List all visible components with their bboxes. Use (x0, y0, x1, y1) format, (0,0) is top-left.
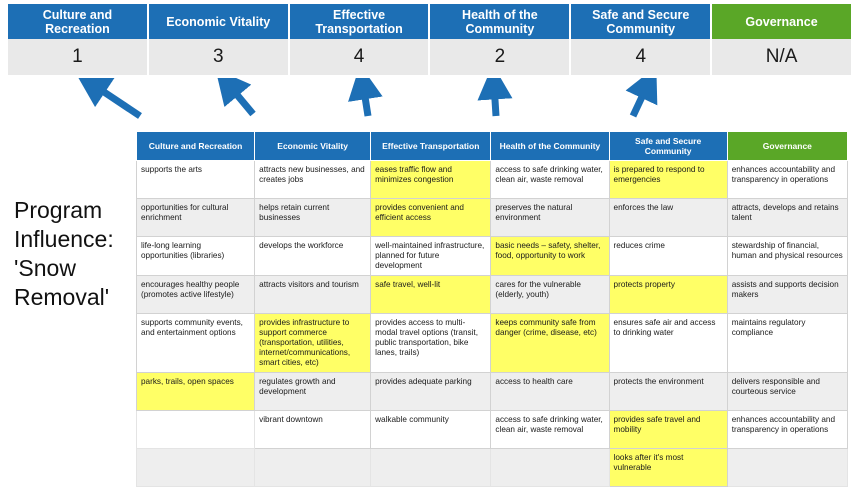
matrix-cell: supports community events, and entertainment options (137, 314, 255, 373)
program-influence-line-4: Removal' (14, 284, 110, 310)
matrix-cell: access to safe drinking water, clean air, waste removal (491, 161, 609, 199)
matrix-cell: encourages healthy people (promotes active lifestyle) (137, 276, 255, 314)
matrix-cell: parks, trails, open spaces (137, 373, 255, 411)
score-summary-value-row (8, 39, 851, 75)
matrix-cell: protects the environment (609, 373, 727, 411)
upward-arrow-icon (228, 84, 253, 114)
summary-score-health-of-the-community: 2 (430, 39, 571, 75)
program-influence-line-3: 'Snow (14, 255, 76, 281)
score-summary-strip (8, 4, 851, 75)
upward-arrow-icon (363, 84, 368, 116)
program-influence-label (14, 196, 136, 312)
matrix-cell: walkable community (371, 411, 491, 449)
matrix-cell: provides infrastructure to support commerce (transportation, utilities, internet/communications, smart cities, etc) (255, 314, 371, 373)
matrix-cell: safe travel, well-lit (371, 276, 491, 314)
table-row (137, 276, 848, 314)
matrix-cell (255, 449, 371, 487)
matrix-cell: life-long learning opportunities (libraries) (137, 237, 255, 276)
matrix-cell: enhances accountability and transparency in operations (727, 161, 847, 199)
summary-score-economic-vitality: 3 (149, 39, 290, 75)
upward-arrow-icon (92, 84, 140, 116)
table-row (137, 373, 848, 411)
matrix-cell: attracts new businesses, and creates jobs (255, 161, 371, 199)
matrix-cell (491, 449, 609, 487)
matrix-header-row (137, 132, 848, 161)
summary-header-culture-and-recreation: Culture and Recreation (8, 4, 149, 39)
matrix-cell: reduces crime (609, 237, 727, 276)
matrix-cell: vibrant downtown (255, 411, 371, 449)
matrix-cell (137, 411, 255, 449)
results-matrix-table (136, 131, 848, 487)
matrix-cell: access to safe drinking water, clean air, waste removal (491, 411, 609, 449)
matrix-header-health-of-the-community: Health of the Community (491, 132, 609, 161)
upward-arrow-icon (494, 84, 496, 116)
summary-score-culture-and-recreation: 1 (8, 39, 149, 75)
program-influence-line-2: Influence: (14, 226, 114, 252)
summary-header-safe-and-secure-community: Safe and Secure Community (571, 4, 712, 39)
matrix-body (137, 161, 848, 487)
matrix-cell: helps retain current businesses (255, 199, 371, 237)
summary-header-health-of-the-community: Health of the Community (430, 4, 571, 39)
table-row (137, 199, 848, 237)
matrix-cell: provides adequate parking (371, 373, 491, 411)
table-row (137, 161, 848, 199)
matrix-cell: opportunities for cultural enrichment (137, 199, 255, 237)
matrix-cell: cares for the vulnerable (elderly, youth) (491, 276, 609, 314)
matrix-cell: regulates growth and development (255, 373, 371, 411)
table-row (137, 411, 848, 449)
matrix-cell (727, 449, 847, 487)
matrix-header-economic-vitality: Economic Vitality (255, 132, 371, 161)
matrix-cell: eases traffic flow and minimizes congestion (371, 161, 491, 199)
matrix-cell: attracts, develops and retains talent (727, 199, 847, 237)
matrix-cell: assists and supports decision makers (727, 276, 847, 314)
matrix-cell: preserves the natural environment (491, 199, 609, 237)
matrix-header-safe-and-secure-community: Safe and Secure Community (609, 132, 727, 161)
matrix-cell: stewardship of financial, human and physical resources (727, 237, 847, 276)
matrix-cell: enhances accountability and transparency in operations (727, 411, 847, 449)
summary-header-governance: Governance (712, 4, 851, 39)
summary-score-effective-transportation: 4 (290, 39, 431, 75)
matrix-cell: enforces the law (609, 199, 727, 237)
matrix-cell: provides convenient and efficient access (371, 199, 491, 237)
table-row (137, 314, 848, 373)
matrix-cell (137, 449, 255, 487)
matrix-header-governance: Governance (727, 132, 847, 161)
summary-score-safe-and-secure-community: 4 (571, 39, 712, 75)
matrix-cell: keeps community safe from danger (crime, disease, etc) (491, 314, 609, 373)
summary-header-economic-vitality: Economic Vitality (149, 4, 290, 39)
matrix-cell: access to health care (491, 373, 609, 411)
table-row (137, 449, 848, 487)
matrix-cell: develops the workforce (255, 237, 371, 276)
table-row (137, 237, 848, 276)
matrix-cell: provides safe travel and mobility (609, 411, 727, 449)
matrix-cell: is prepared to respond to emergencies (609, 161, 727, 199)
matrix-cell: protects property (609, 276, 727, 314)
program-influence-line-1: Program (14, 197, 103, 223)
summary-header-effective-transportation: Effective Transportation (290, 4, 431, 39)
matrix-cell: well-maintained infrastructure, planned for future development (371, 237, 491, 276)
matrix-header-effective-transportation: Effective Transportation (371, 132, 491, 161)
matrix-cell: delivers responsible and courteous service (727, 373, 847, 411)
matrix-cell (371, 449, 491, 487)
matrix-cell: supports the arts (137, 161, 255, 199)
matrix-cell: looks after it's most vulnerable (609, 449, 727, 487)
matrix-cell: ensures safe air and access to drinking water (609, 314, 727, 373)
matrix-cell: attracts visitors and tourism (255, 276, 371, 314)
score-summary-header-row (8, 4, 851, 39)
arrow-group (0, 78, 859, 136)
matrix-cell: basic needs – safety, shelter, food, opportunity to work (491, 237, 609, 276)
matrix-cell: provides access to multi-modal travel options (transit, public transportation, bike lanes, trails) (371, 314, 491, 373)
upward-arrow-icon (633, 84, 648, 116)
matrix-cell: maintains regulatory compliance (727, 314, 847, 373)
summary-score-governance: N/A (765, 46, 798, 67)
matrix-header-culture-and-recreation: Culture and Recreation (137, 132, 255, 161)
